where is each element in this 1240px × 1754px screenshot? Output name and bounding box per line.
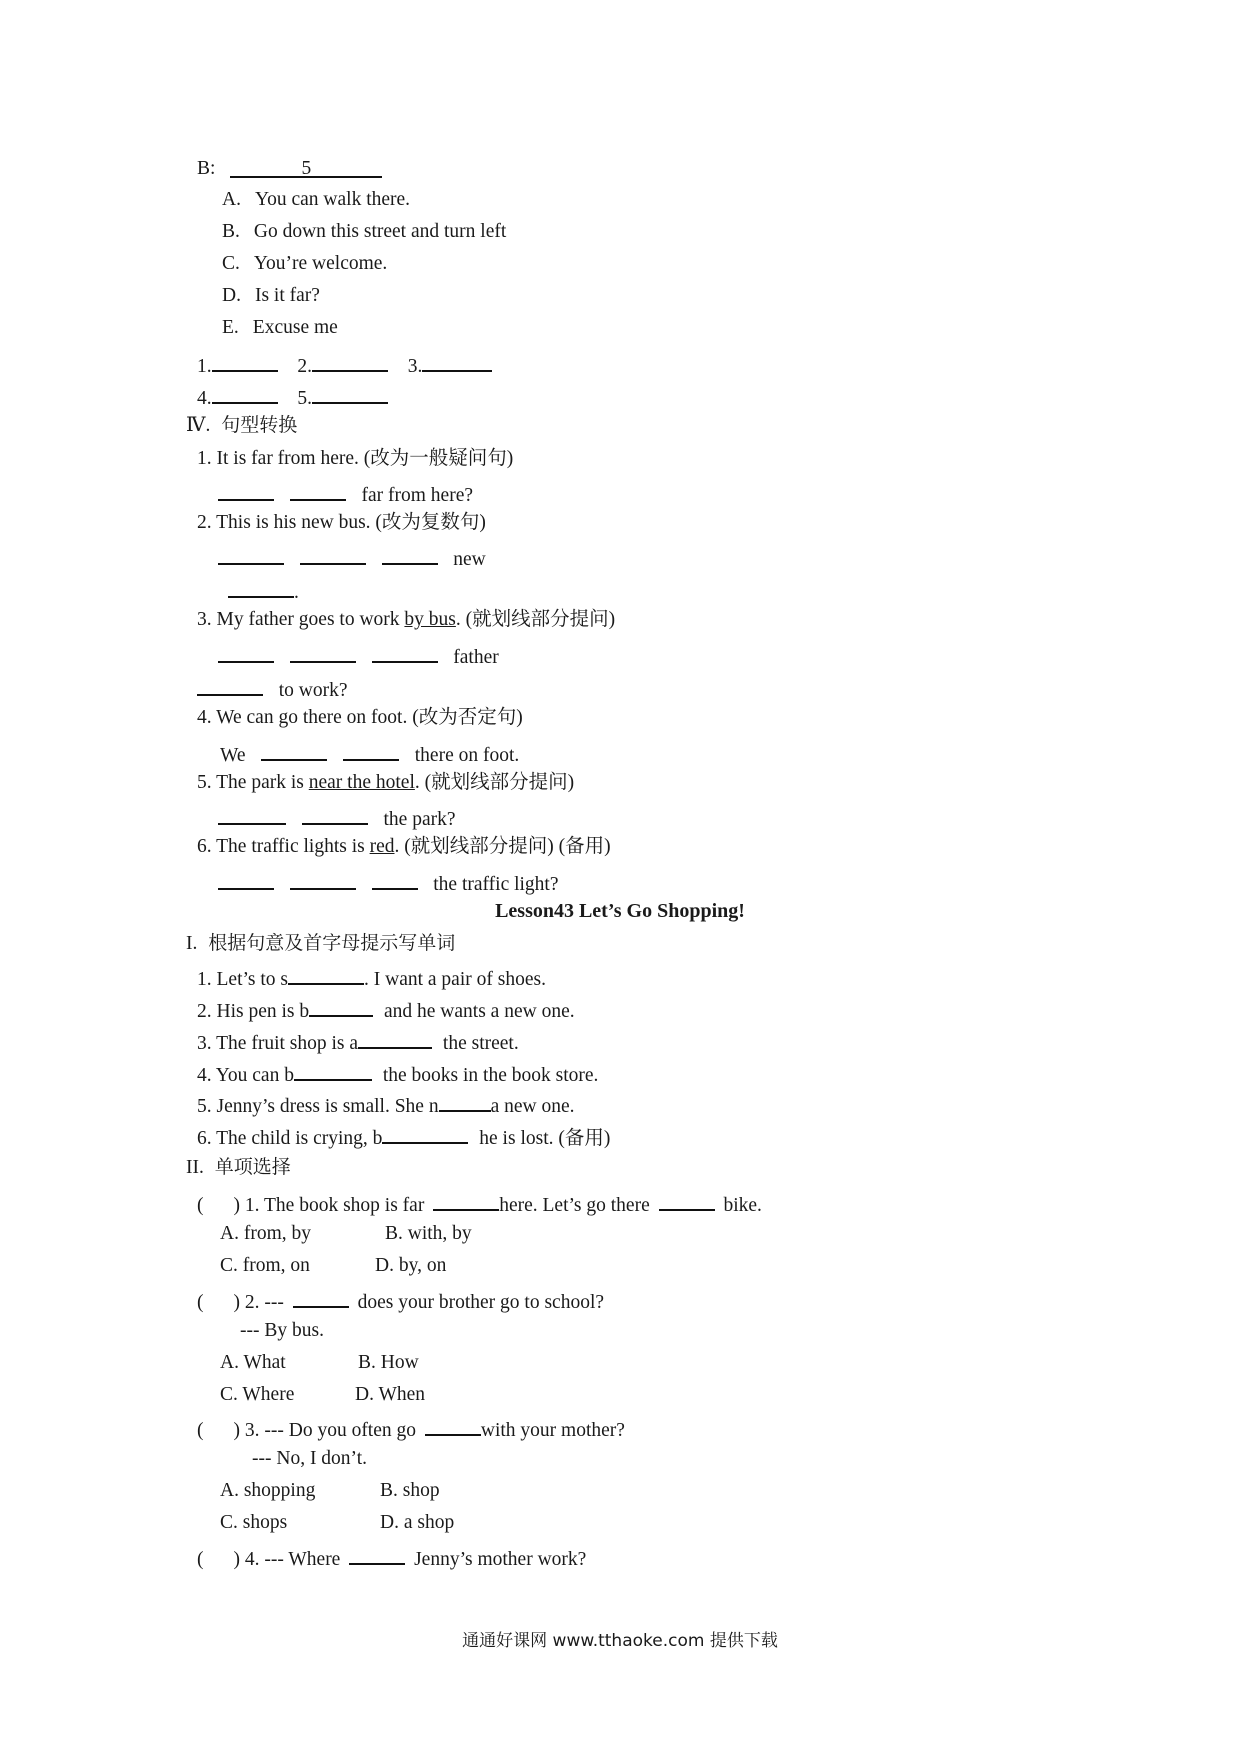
iv-item-3-blanks	[218, 641, 499, 671]
ii-question-1	[197, 1189, 762, 1219]
item-tail: a new one.	[490, 1096, 575, 1117]
answer-blank	[349, 1543, 405, 1565]
option-e	[222, 315, 338, 341]
answer-blank	[358, 1027, 432, 1049]
ii-q2-options-row-1	[220, 1350, 419, 1376]
answer-blank	[372, 868, 418, 890]
answer-blank	[309, 995, 373, 1017]
question-stem: 1. The book shop is far	[244, 1195, 425, 1216]
answer-blank	[290, 479, 346, 501]
answer-blank	[439, 1090, 491, 1112]
option-text: Is it far?	[254, 285, 320, 306]
answer-blank	[312, 382, 388, 404]
item-tail: . I want a pair of shoes.	[364, 969, 546, 990]
answer-blank	[290, 641, 356, 663]
answer-blank	[218, 479, 274, 501]
item-tail: new	[453, 549, 486, 570]
item-instruction: . (就划线部分提问)	[414, 772, 575, 793]
answer-blank	[422, 350, 492, 372]
choice-b: B. How	[358, 1352, 419, 1373]
item-tail: there on foot.	[414, 745, 520, 766]
item-stem: 2. His pen is b	[197, 1001, 310, 1022]
iv-item-2-blanks	[218, 543, 486, 573]
underlined-phrase: near the hotel	[308, 772, 415, 793]
item-tail: father	[453, 647, 499, 668]
answer-paren-open: (	[197, 1292, 204, 1313]
question-tail: does your brother go to school?	[357, 1292, 605, 1313]
section-number: II.	[186, 1157, 204, 1178]
choice-c: C. Where	[220, 1384, 295, 1405]
option-b	[222, 219, 506, 245]
i-item-4	[197, 1059, 598, 1089]
b-answer-blank	[230, 156, 382, 178]
ii-question-3	[197, 1414, 625, 1444]
question-tail: bike.	[723, 1195, 762, 1216]
option-text: Go down this street and turn left	[253, 221, 507, 242]
item-instruction: . (就划线部分提问)	[455, 609, 616, 630]
item-lead: We	[220, 745, 246, 766]
choice-a: A. shopping	[220, 1480, 316, 1501]
item-stem: 6. The traffic lights is	[197, 836, 370, 857]
i-item-2	[197, 995, 575, 1025]
answer-blank	[300, 543, 366, 565]
answer-paren-close: )	[233, 1549, 240, 1570]
answer-blank	[382, 1122, 468, 1144]
choice-d: D. by, on	[375, 1255, 447, 1276]
ii-q3-options-row-1	[220, 1478, 440, 1504]
choice-a: A. What	[220, 1352, 286, 1373]
underlined-phrase: by bus	[404, 609, 456, 630]
option-letter: D.	[222, 285, 241, 306]
underlined-phrase: red	[369, 836, 395, 857]
answer-num: 3.	[407, 356, 423, 377]
answer-num: 4.	[197, 388, 212, 409]
i-item-1	[197, 963, 546, 993]
iv-item-4-blanks	[220, 739, 519, 769]
answer-paren-close: )	[233, 1195, 240, 1216]
choice-d: D. a shop	[380, 1512, 455, 1533]
answer-paren-open: (	[197, 1549, 204, 1570]
i-item-6	[197, 1122, 610, 1152]
ii-q1-options-row-2	[220, 1253, 446, 1279]
answer-blank	[372, 641, 438, 663]
ii-q3-answer: --- No, I don’t.	[252, 1448, 367, 1469]
i-item-3	[197, 1027, 519, 1057]
choice-c: C. shops	[220, 1512, 288, 1533]
item-tail: the books in the book store.	[382, 1065, 599, 1086]
ii-q2-answer: --- By bus.	[240, 1320, 324, 1341]
question-stem: 3. --- Do you often go	[244, 1420, 417, 1441]
item-stem: 5. Jenny’s dress is small. She n	[197, 1096, 439, 1117]
answer-blank	[218, 803, 286, 825]
ii-question-4	[197, 1543, 586, 1573]
option-text: Excuse me	[252, 317, 338, 338]
answer-blank	[218, 868, 274, 890]
section-i-heading	[186, 930, 455, 957]
answer-blank	[302, 803, 368, 825]
answer-blank	[218, 641, 274, 663]
question-stem: 2. ---	[244, 1292, 284, 1313]
item-stem: 4. You can b	[197, 1065, 294, 1086]
option-letter: C.	[222, 253, 240, 274]
b-prefix: B:	[197, 158, 216, 179]
item-tail: he is lost. (备用)	[479, 1128, 611, 1149]
answer-blank	[197, 674, 263, 696]
answer-blank	[425, 1414, 481, 1436]
option-a	[222, 187, 410, 213]
answer-num: 1.	[197, 356, 212, 377]
question-stem: here. Let’s go there	[499, 1195, 650, 1216]
item-stem: 6. The child is crying, b	[197, 1128, 383, 1149]
answer-blank	[290, 868, 356, 890]
iv-item-5-blanks	[218, 803, 456, 833]
answer-blank	[288, 963, 364, 985]
option-letter: A.	[222, 189, 241, 210]
iv-item-5-stem	[197, 770, 574, 796]
item-instruction: . (就划线部分提问) (备用)	[394, 836, 611, 857]
answer-row-2	[197, 382, 388, 412]
answer-blank	[433, 1189, 499, 1211]
item-tail: the street.	[442, 1033, 519, 1054]
ii-question-2	[197, 1286, 604, 1316]
answer-blank	[343, 739, 399, 761]
answer-paren-close: )	[233, 1420, 240, 1441]
answer-blank	[212, 382, 278, 404]
item-tail: the park?	[383, 809, 456, 830]
option-text: You’re welcome.	[253, 253, 388, 274]
item-stem: 4. We can go there on foot. (改为否定句)	[197, 707, 523, 728]
choice-d: D. When	[355, 1384, 426, 1405]
item-stem: 3. The fruit shop is a	[197, 1033, 359, 1054]
iv-item-6-blanks	[218, 868, 559, 898]
section-iv-heading	[186, 412, 297, 439]
answer-paren-open: (	[197, 1195, 204, 1216]
section-ii-heading	[186, 1154, 291, 1181]
choice-c: C. from, on	[220, 1255, 310, 1276]
option-text: You can walk there.	[254, 189, 411, 210]
item-tail: .	[294, 582, 299, 603]
ii-q3-options-row-2	[220, 1510, 454, 1536]
section-number: Ⅳ.	[186, 415, 211, 436]
question-tail: with your mother?	[480, 1420, 625, 1441]
choice-a: A. from, by	[220, 1223, 311, 1244]
iv-item-6-stem	[197, 834, 611, 860]
option-d	[222, 283, 320, 309]
option-c	[222, 251, 387, 277]
option-letter: E.	[222, 317, 239, 338]
answer-blank	[312, 350, 388, 372]
section-title: 句型转换	[221, 414, 298, 436]
iv-item-1-blanks	[218, 479, 473, 509]
item-stem: 5. The park is	[197, 772, 309, 793]
answer-blank	[261, 739, 327, 761]
b-answer-line	[197, 156, 382, 182]
answer-row-1	[197, 350, 492, 380]
choice-b: B. shop	[380, 1480, 440, 1501]
lesson-title: Lesson43 Let’s Go Shopping!	[495, 900, 745, 922]
answer-blank	[382, 543, 438, 565]
answer-blank	[212, 350, 278, 372]
section-title: 根据句意及首字母提示写单词	[208, 932, 456, 954]
iv-item-4-stem	[197, 705, 523, 731]
choice-b: B. with, by	[385, 1223, 472, 1244]
ii-q1-options-row-1	[220, 1221, 472, 1247]
answer-blank	[228, 576, 294, 598]
iv-item-2-stem	[197, 510, 486, 536]
i-item-5	[197, 1090, 575, 1120]
answer-blank	[659, 1189, 715, 1211]
item-tail: the traffic light?	[433, 874, 559, 895]
item-stem: 1. It is far from here. (改为一般疑问句)	[197, 448, 514, 469]
question-tail: Jenny’s mother work?	[414, 1549, 587, 1570]
answer-paren-open: (	[197, 1420, 204, 1441]
section-title: 单项选择	[214, 1156, 291, 1178]
item-tail: and he wants a new one.	[384, 1001, 575, 1022]
item-stem: 1. Let’s to s	[197, 969, 288, 990]
item-tail: far from here?	[361, 485, 474, 506]
ii-q2-options-row-2	[220, 1382, 425, 1408]
option-letter: B.	[222, 221, 240, 242]
iv-item-1-stem	[197, 446, 513, 472]
answer-paren-close: )	[233, 1292, 240, 1313]
item-tail: to work?	[278, 680, 348, 701]
answer-blank	[293, 1286, 349, 1308]
section-number: I.	[186, 933, 198, 954]
item-stem: 2. This is his new bus. (改为复数句)	[197, 512, 486, 533]
answer-num: 2.	[297, 356, 312, 377]
item-stem: 3. My father goes to work	[197, 609, 405, 630]
answer-num: 5.	[297, 388, 312, 409]
iv-item-2-blanks-2	[228, 576, 299, 606]
iv-item-3-blanks-2	[197, 674, 348, 704]
iv-item-3-stem	[197, 607, 615, 633]
page-footer: 通通好课网 www.tthaoke.com 提供下载	[462, 1631, 778, 1651]
b-answer-value: 5	[301, 158, 312, 179]
question-stem: 4. --- Where	[244, 1549, 341, 1570]
answer-blank	[218, 543, 284, 565]
answer-blank	[294, 1059, 372, 1081]
